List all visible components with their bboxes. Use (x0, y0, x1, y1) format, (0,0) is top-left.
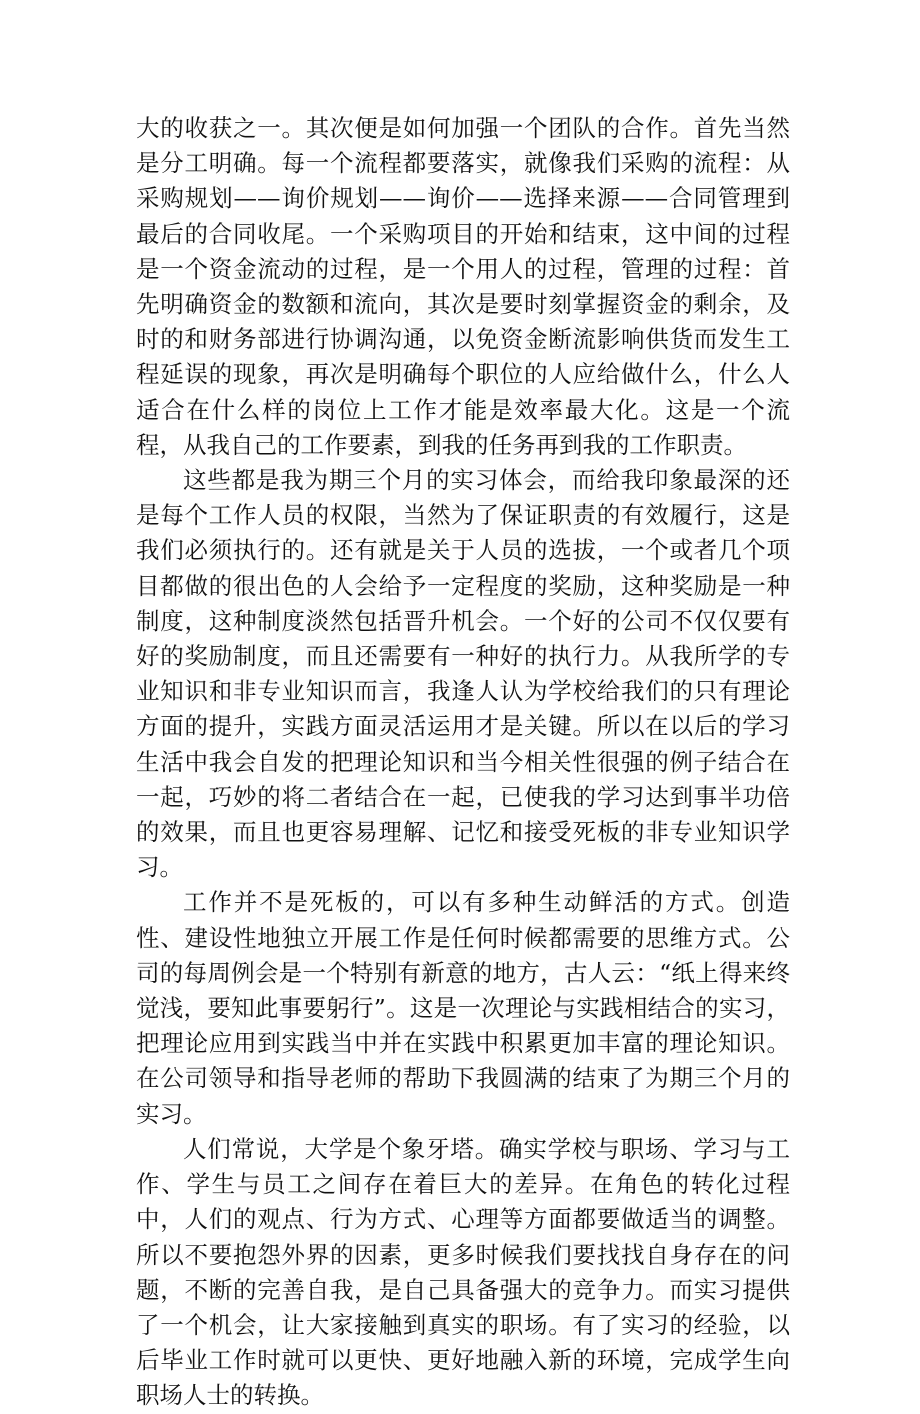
paragraph-internship-reflection: 这些都是我为期三个月的实习体会，而给我印象最深的还是每个工作人员的权限，当然为了保证职责的有效履行，这是我们必须执行的。还有就是关于人员的选拔，一个或者几个项目都做的很出色的人会给予一定程度的奖励，这种奖励是一种制度，这种制度淡然包括晋升机会。一个好的公司不仅仅要有好的奖励制度，而且还需要有一种好的执行力。从我所学的专业知识和非专业知识而言，我逢人认为学校给我们的只有理论方面的提升，实践方面灵活运用才是关键。所以在以后的学习生活中我会自发的把理论知识和当今相关性很强的例子结合在一起，巧妙的将二者结合在一起，已使我的学习达到事半功倍的效果，而且也更容易理解、记忆和接受死板的非专业知识学习。 (136, 466, 790, 882)
paragraph-work-methods: 工作并不是死板的，可以有多种生动鲜活的方式。创造性、建设性地独立开展工作是任何时候都需要的思维方式。公司的每周例会是一个特别有新意的地方，古人云：“纸上得来终觉浅，要知此事要躬行”。这是一次理论与实践相结合的实习，把理论应用到实践当中并在实践中积累更加丰富的理论知识。在公司领导和指导老师的帮助下我圆满的结束了为期三个月的实习。 (136, 888, 790, 1128)
paragraph-continued: 大的收获之一。其次便是如何加强一个团队的合作。首先当然是分工明确。每一个流程都要落实，就像我们采购的流程：从采购规划——询价规划——询价——选择来源——合同管理到最后的合同收尾。一个采购项目的开始和结束，这中间的过程是一个资金流动的过程，是一个用人的过程，管理的过程：首先明确资金的数额和流向，其次是要时刻掌握资金的剩余，及时的和财务部进行协调沟通，以免资金断流影响供货而发生工程延误的现象，再次是明确每个职位的人应给做什么，什么人适合在什么样的岗位上工作才能是效率最大化。这是一个流程，从我自己的工作要素，到我的任务再到我的工作职责。 (136, 114, 790, 459)
paragraph-ivory-tower: 人们常说，大学是个象牙塔。确实学校与职场、学习与工作、学生与员工之间存在着巨大的差异。在角色的转化过程中，人们的观点、行为方式、心理等方面都要做适当的调整。所以不要抱怨外界的因素，更多时候我们要找找自身存在的问题，不断的完善自我，是自己具备强大的竞争力。而实习提供了一个机会，让大家接触到真实的职场。有了实习的经验，以后毕业工作时就可以更快、更好地融入新的环境，完成学生向职场人士的转换。 (136, 1134, 790, 1410)
document-body (136, 111, 790, 1414)
